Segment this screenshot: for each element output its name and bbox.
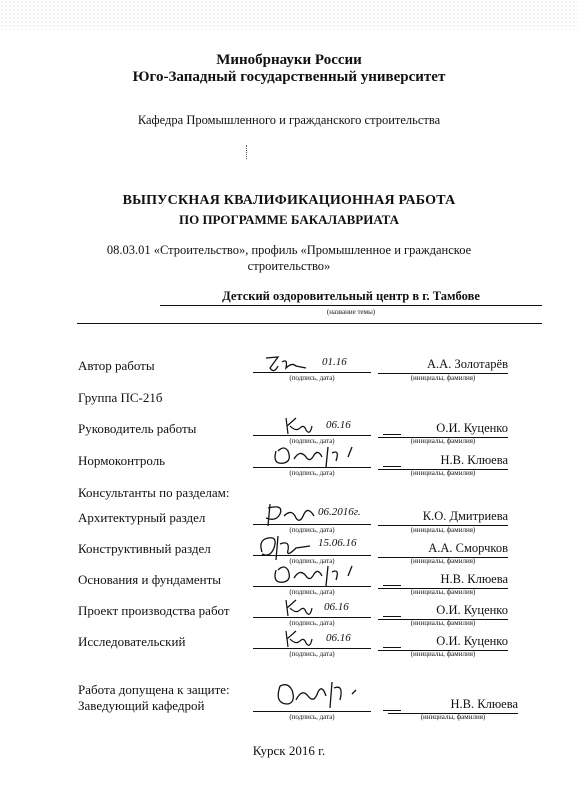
architecture-signature-line <box>253 524 371 525</box>
signature-caption: (подпись, дата) <box>289 437 335 445</box>
supervisor-signature-line <box>253 435 371 436</box>
foundations-name: Н.В. Клюева <box>378 572 508 589</box>
author-name: А.А. Золотарёв <box>378 357 508 374</box>
topic-extra-line <box>77 323 542 324</box>
thesis-topic: Детский оздоровительный центр в г. Тамбове <box>160 289 542 306</box>
scan-noise <box>0 0 578 30</box>
group-label: Группа ПС-21б <box>78 390 163 405</box>
name-caption: (инициалы, фамилия) <box>410 588 476 596</box>
head-signature <box>272 680 362 712</box>
signature-caption: (подпись, дата) <box>289 469 335 477</box>
name-caption: (инициалы, фамилия) <box>410 526 476 534</box>
research-name: О.И. Куценко <box>378 634 508 651</box>
signature-caption: (подпись, дата) <box>289 588 335 596</box>
signature-caption: (подпись, дата) <box>289 374 335 382</box>
construction-label: Проект производства работ <box>78 603 230 618</box>
department-heading: Кафедра Промышленного и гражданского строительства <box>137 113 441 127</box>
ministry-heading: Минобрнауки России <box>216 52 362 68</box>
name-caption: (инициалы, фамилия) <box>410 437 476 445</box>
name-caption: (инициалы, фамилия) <box>410 650 476 658</box>
norm-control-name: Н.В. Клюева <box>378 453 508 470</box>
head-name: Н.В. Клюева <box>388 697 518 714</box>
structural-date: 15.06.16 <box>318 537 357 549</box>
supervisor-date: 06.16 <box>326 419 351 431</box>
university-heading: Юго-Западный государственный университет <box>132 69 446 85</box>
supervisor-name: О.И. Куценко <box>378 421 508 438</box>
city-year: Курск 2016 г. <box>252 743 326 758</box>
admitted-label: Работа допущена к защите: <box>78 682 230 697</box>
work-type-subtitle: ПО ПРОГРАММЕ БАКАЛАВРИАТА <box>178 212 400 227</box>
head-signature-line <box>253 711 371 712</box>
research-signature-line <box>253 648 371 649</box>
name-caption: (инициалы, фамилия) <box>410 619 476 627</box>
author-date: 01.16 <box>322 356 347 368</box>
construction-name: О.И. Куценко <box>378 603 508 620</box>
construction-signature-line <box>253 617 371 618</box>
signature-caption: (подпись, дата) <box>289 619 335 627</box>
supervisor-label: Руководитель работы <box>78 421 197 436</box>
architecture-name: К.О. Дмитриева <box>378 509 508 526</box>
author-signature-line <box>253 372 371 373</box>
name-caption: (инициалы, фамилия) <box>410 469 476 477</box>
structural-signature-line <box>253 555 371 556</box>
program-line-2: строительство» <box>247 259 331 273</box>
signature-caption: (подпись, дата) <box>289 713 335 721</box>
name-caption: (инициалы, фамилия) <box>410 374 476 382</box>
head-label: Заведующий кафедрой <box>78 698 205 713</box>
topic-caption: (название темы) <box>326 308 376 316</box>
work-type-title: ВЫПУСКНАЯ КВАЛИФИКАЦИОННАЯ РАБОТА <box>122 193 456 208</box>
research-label: Исследовательский <box>78 634 186 649</box>
structural-name: А.А. Сморчков <box>378 541 508 558</box>
signature-caption: (подпись, дата) <box>289 526 335 534</box>
architecture-date: 06.2016г. <box>318 506 361 518</box>
norm-control-label: Нормоконтроль <box>78 453 166 468</box>
architecture-label: Архитектурный раздел <box>78 510 206 525</box>
signature-caption: (подпись, дата) <box>289 557 335 565</box>
foundations-signature-line <box>253 586 371 587</box>
foundations-label: Основания и фундаменты <box>78 572 222 587</box>
construction-date: 06.16 <box>324 601 349 613</box>
research-date: 06.16 <box>326 632 351 644</box>
consultants-label: Консультанты по разделам: <box>78 485 230 500</box>
scan-mark <box>246 145 248 159</box>
author-label: Автор работы <box>78 358 155 373</box>
signature-caption: (подпись, дата) <box>289 650 335 658</box>
name-caption: (инициалы, фамилия) <box>420 713 486 721</box>
norm-control-signature-line <box>253 467 371 468</box>
structural-label: Конструктивный раздел <box>78 541 211 556</box>
name-caption: (инициалы, фамилия) <box>410 557 476 565</box>
program-line-1: 08.03.01 «Строительство», профиль «Промышленное и гражданское <box>106 243 472 257</box>
